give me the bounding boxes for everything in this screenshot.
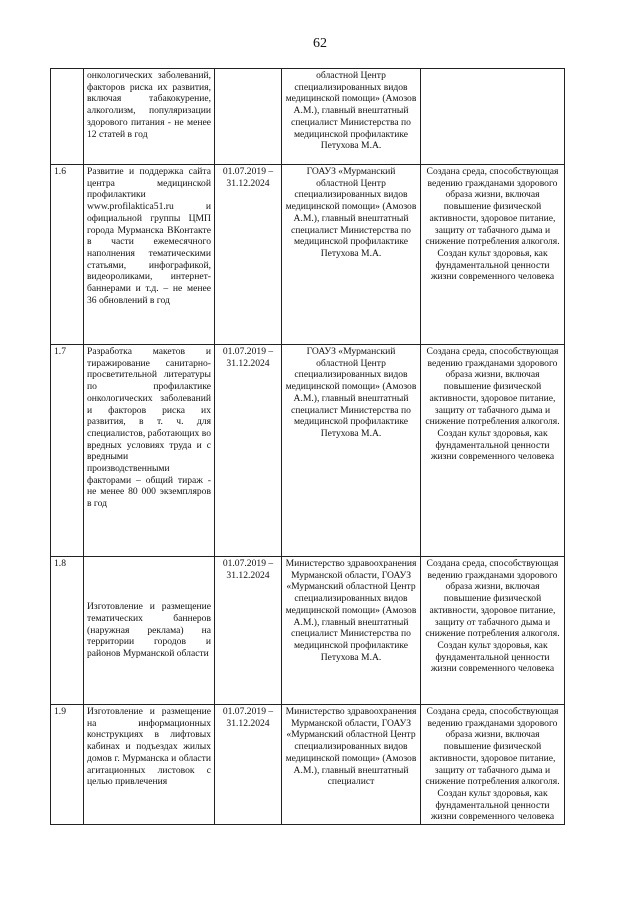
table-row [51,165,565,345]
page-number: 62 [313,36,327,51]
row-period: 01.07.2019 – 31.12.2024 [215,165,282,345]
row-number: 1.7 [51,345,84,557]
table-row [51,705,565,825]
table-row [51,557,565,705]
row-responsible: ГОАУЗ «Мурманский областной Центр специализированных видов медицинской помощи» (Амозов А.М.), главный внештатный специалист Министерства по медицинской профилактике Петухова М.А. [282,345,421,557]
row-description: онкологических заболеваний, факторов риска их развития, включая табакокурение, алкоголизм, популяризации здорового питания - не менее 12 статей в год [84,69,215,165]
row-responsible: Министерство здравоохранения Мурманской области, ГОАУЗ «Мурманский областной Центр специализированных видов медицинской помощи» (Амозов А.М.), главный внештатный специалист [282,705,421,825]
row-number: 1.8 [51,557,84,705]
row-result: Создана среда, способствующая ведению гражданами здорового образа жизни, включая повышение физической активности, здоровое питание, защиту от табачного дыма и снижение потребления алкоголя. Создан культ здоровья, как фундаментальной ценности жизни современного человека [421,557,565,705]
row-number: 1.6 [51,165,84,345]
row-period [215,69,282,165]
row-description: Разработка макетов и тиражирование санитарно-просветительной литературы по профилактике онкологических заболеваний и факторов риска их развития, в т. ч. для специалистов, работающих во вредных условиях труда и с вредными производственными факторами – общий тираж - не менее 80 000 экземпляров в год [84,345,215,557]
activities-table [50,68,565,825]
row-description: Изготовление и размещение на информационных конструкциях в лифтовых кабинах и подъездах жилых домов г. Мурманска и области агитационных листовок с целью привлечения [84,705,215,825]
row-description: Развитие и поддержка сайта центра медицинской профилактики www.profilaktica51.ru и официальной группы ЦМП города Мурманска ВКонтакте в части ежемесячного наполнения тематическими статьями, инфографикой, видеороликами, интернет-баннерами и т.д. – не менее 36 обновлений в год [84,165,215,345]
row-period: 01.07.2019 – 31.12.2024 [215,557,282,705]
row-description: Изготовление и размещение тематических баннеров (наружная реклама) на территории городов и районов Мурманской области [84,557,215,705]
row-result [421,69,565,165]
table-row [51,69,565,165]
row-number [51,69,84,165]
table-row [51,345,565,557]
row-responsible: областной Центр специализированных видов медицинской помощи» (Амозов А.М.), главный внештатный специалист Министерства по медицинской профилактике Петухова М.А. [282,69,421,165]
row-result: Создана среда, способствующая ведению гражданами здорового образа жизни, включая повышение физической активности, здоровое питание, защиту от табачного дыма и снижение потребления алкоголя. Создан культ здоровья, как фундаментальной ценности жизни современного человека [421,345,565,557]
row-responsible: ГОАУЗ «Мурманский областной Центр специализированных видов медицинской помощи» (Амозов А.М.), главный внештатный специалист Министерства по медицинской профилактике Петухова М.А. [282,165,421,345]
row-period: 01.07.2019 – 31.12.2024 [215,705,282,825]
row-result: Создана среда, способствующая ведению гражданами здорового образа жизни, включая повышение физической активности, здоровое питание, защиту от табачного дыма и снижение потребления алкоголя. Создан культ здоровья, как фундаментальной ценности жизни современного человека [421,705,565,825]
row-period: 01.07.2019 – 31.12.2024 [215,345,282,557]
row-number: 1.9 [51,705,84,825]
row-responsible: Министерство здравоохранения Мурманской области, ГОАУЗ «Мурманский областной Центр специализированных видов медицинской помощи» (Амозов А.М.), главный внештатный специалист Министерства по медицинской профилактике Петухова М.А. [282,557,421,705]
row-result: Создана среда, способствующая ведению гражданами здорового образа жизни, включая повышение физической активности, здоровое питание, защиту от табачного дыма и снижение потребления алкоголя. Создан культ здоровья, как фундаментальной ценности жизни современного человека [421,165,565,345]
